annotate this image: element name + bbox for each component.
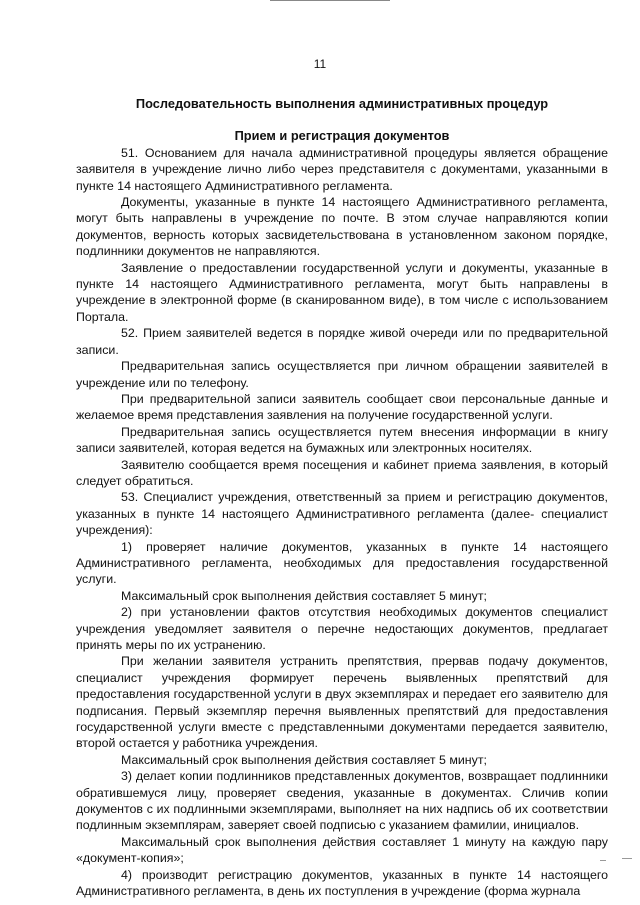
paragraph-prebooking: Предварительная запись осуществляется при личном обращении заявителей в учреждение или по телефону. <box>76 359 608 390</box>
paragraph-postal: Документы, указанные в пункте 14 настоящего Административного регламента, могут быть направлены в учреждение по почте. В этом случае направляются копии документов, верность которых засвидетельствована в установленном законом порядке, подлинники документов не направляются. <box>76 195 608 259</box>
subsection-title: Прием и регистрация документов <box>234 128 450 144</box>
document-body <box>76 96 608 900</box>
scan-artifact <box>622 858 632 859</box>
page-number: 11 <box>313 57 327 71</box>
paragraph-obstacles: При желании заявителя устранить препятствия, прервав подачу документов, специалист учреждения формирует перечень выявленных препятствий для предоставления государственной услуги в двух экземплярах и передает его заявителю для подписания. Первый экземпляр перечня выявленных препятствий для предоставления государственной услуги вместе с представленными документами передается заявителю, второй остается у работника учреждения. <box>76 654 608 751</box>
paragraph-item-1: 1) проверяет наличие документов, указанных в пункте 14 настоящего Административного регламента, необходимых для предоставления государственной услуги. <box>76 539 608 587</box>
paragraph-item-3: 3) делает копии подлинников представленных документов, возвращает подлинники обратившемуся лицу, проверяет сведения, указанные в документах. Сличив копии документов с их подлинными экземплярами, выполняет на них надпись об их соответствии подлинным экземплярам, заверяет своей подписью с указанием фамилии, инициалов. <box>76 769 608 833</box>
paragraph-item-2: 2) при установлении фактов отсутствия необходимых документов специалист учреждения уведомляет заявителя о перечне недостающих документов, предлагает принять меры по их устранению. <box>76 605 608 652</box>
scan-artifact <box>600 860 606 861</box>
paragraph-51: 51. Основанием для начала административной процедуры является обращение заявителя в учреждение лично либо через представителя с документами, указанными в пункте 14 настоящего Административного регламента. <box>76 145 608 193</box>
paragraph-electronic: Заявление о предоставлении государственной услуги и документы, указанные в пункте 14 настоящего Административного регламента, могут быть направлены в учреждение в электронной форме (в сканированном виде), в том числе с использованием Портала. <box>76 260 608 324</box>
paragraph-item-4: 4) производит регистрацию документов, указанных в пункте 14 настоящего Административного регламента, в день их поступления в учреждение (форма журнала <box>76 867 608 899</box>
paragraph-visit-time: Заявителю сообщается время посещения и кабинет приема заявления, в который следует обратиться. <box>76 457 608 488</box>
section-title: Последовательность выполнения административных процедур <box>135 96 549 111</box>
paragraph-time-limit: Максимальный срок выполнения действия составляет 5 минут; <box>121 588 487 603</box>
paragraph-booking-book: Предварительная запись осуществляется путем внесения информации в книгу записи заявителей, которая ведется на бумажных или электронных носителях. <box>76 424 608 456</box>
paragraph-time-limit: Максимальный срок выполнения действия составляет 5 минут; <box>121 752 487 767</box>
paragraph-personal-data: При предварительной записи заявитель сообщает свои персональные данные и желаемое время представления заявления на получение государственной услуги. <box>76 391 608 423</box>
paragraph-53: 53. Специалист учреждения, ответственный за прием и регистрацию документов, указанных в пункте 14 настоящего Административного регламента (далее- специалист учреждения): <box>76 490 608 538</box>
scan-top-rule <box>270 0 390 1</box>
paragraph-52: 52. Прием заявителей ведется в порядке живой очереди или по предварительной записи. <box>76 326 608 357</box>
paragraph-time-limit-copy: Максимальный срок выполнения действия составляет 1 минуту на каждую пару «документ-копия»; <box>76 834 608 866</box>
